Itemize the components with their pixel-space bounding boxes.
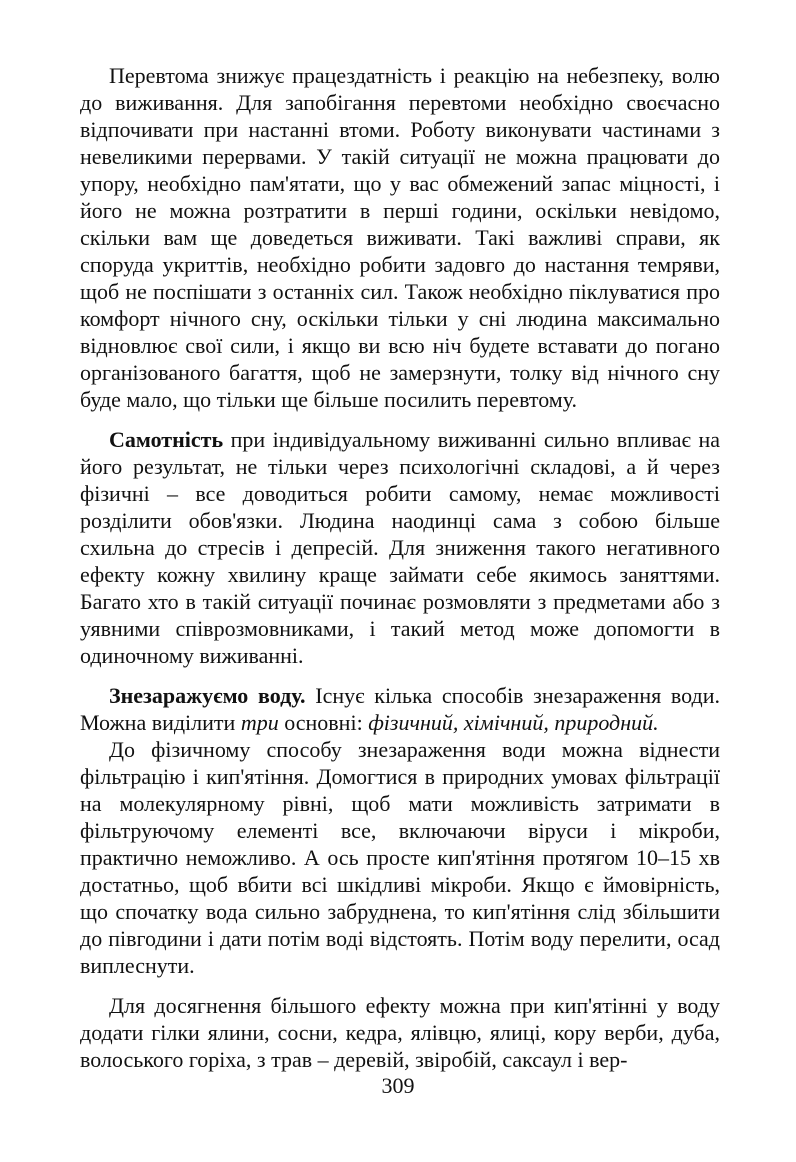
paragraph-loneliness-text: при індивідуальному виживанні сильно впливає на його результат, не тільки через психологічні складові, а й через фізичні – все доводиться робити самому, немає можливості розділити обов'язки. Людина наодинці сама з собою більше схильна до стресів і депресій. Для зниження такого негативного ефекту кожну хвилину краще займати себе якимось заняттями. Багато хто в такій ситуації починає розмовляти з предметами або з уявними співрозмовниками, і такий метод може допомогти в одиночному виживанні. (80, 427, 720, 668)
paragraph-water-text-b: основні: (278, 710, 369, 735)
paragraph-water-disinfection (80, 682, 720, 736)
paragraph-boiling-additives: Для досягнення більшого ефекту можна при кип'ятінні у воду додати гілки ялини, сосни, кедра, ялівцю, ялиці, кору верби, дуба, волоського горіха, з трав – деревій, звіробій, саксаул і вер- (80, 993, 720, 1072)
term-water-disinfection: Знезаражуємо воду. (109, 683, 306, 708)
paragraph-fatigue: Перевтома знижує працездатність і реакцію на небезпеку, волю до виживання. Для запобігання перевтоми необхідно своєчасно відпочивати при настанні втоми. Роботу виконувати частинами з невеликими перервами. У такій ситуації не можна працювати до упору, необхідно пам'ятати, що у вас обмежений запас міцності, і його не можна розтратити в перші години, оскільки невідомо, скільки вам ще доведеться виживати. Такі важливі справи, як споруда укриттів, необхідно робити задовго до настання темряви, щоб не поспішати з останніх сил. Також необхідно піклуватися про комфорт нічного сну, оскільки тільки у сні людина максимально відновлює свої сили, і якщо ви всю ніч будете вставати до погано організованого багаття, щоб не замерзнути, толку від нічного сну буде мало, що тільки ще більше посилить перевтому. (80, 63, 720, 412)
term-loneliness: Самотність (109, 427, 224, 452)
paragraph-physical-method: До фізичному способу знезараження води можна віднести фільтрацію і кип'ятіння. Домогтися в природних умовах фільтрації на молекулярному рівні, щоб мати можливість затримати в фільтруючому елементі все, включаючи віруси і мікроби, практично неможливо. А ось просте кип'ятіння протягом 10–15 хв достатньо, щоб вбити всі шкідливі мікроби. Якщо є ймовірність, що спочатку вода сильно забруднена, то кип'ятіння слід збільшити до півгодини і дати потім воді відстоять. Потім воду перелити, осад виплеснути. (80, 737, 720, 978)
page-number: 309 (381, 1073, 415, 1098)
paragraph-water-text-a: Існує кілька способів знезараження води. Можна виділити (80, 683, 720, 735)
emphasis-methods: фізичний, хімічний, природний. (368, 710, 659, 735)
page-body (80, 62, 720, 1073)
emphasis-three: три (240, 710, 279, 735)
paragraph-loneliness (80, 426, 720, 669)
